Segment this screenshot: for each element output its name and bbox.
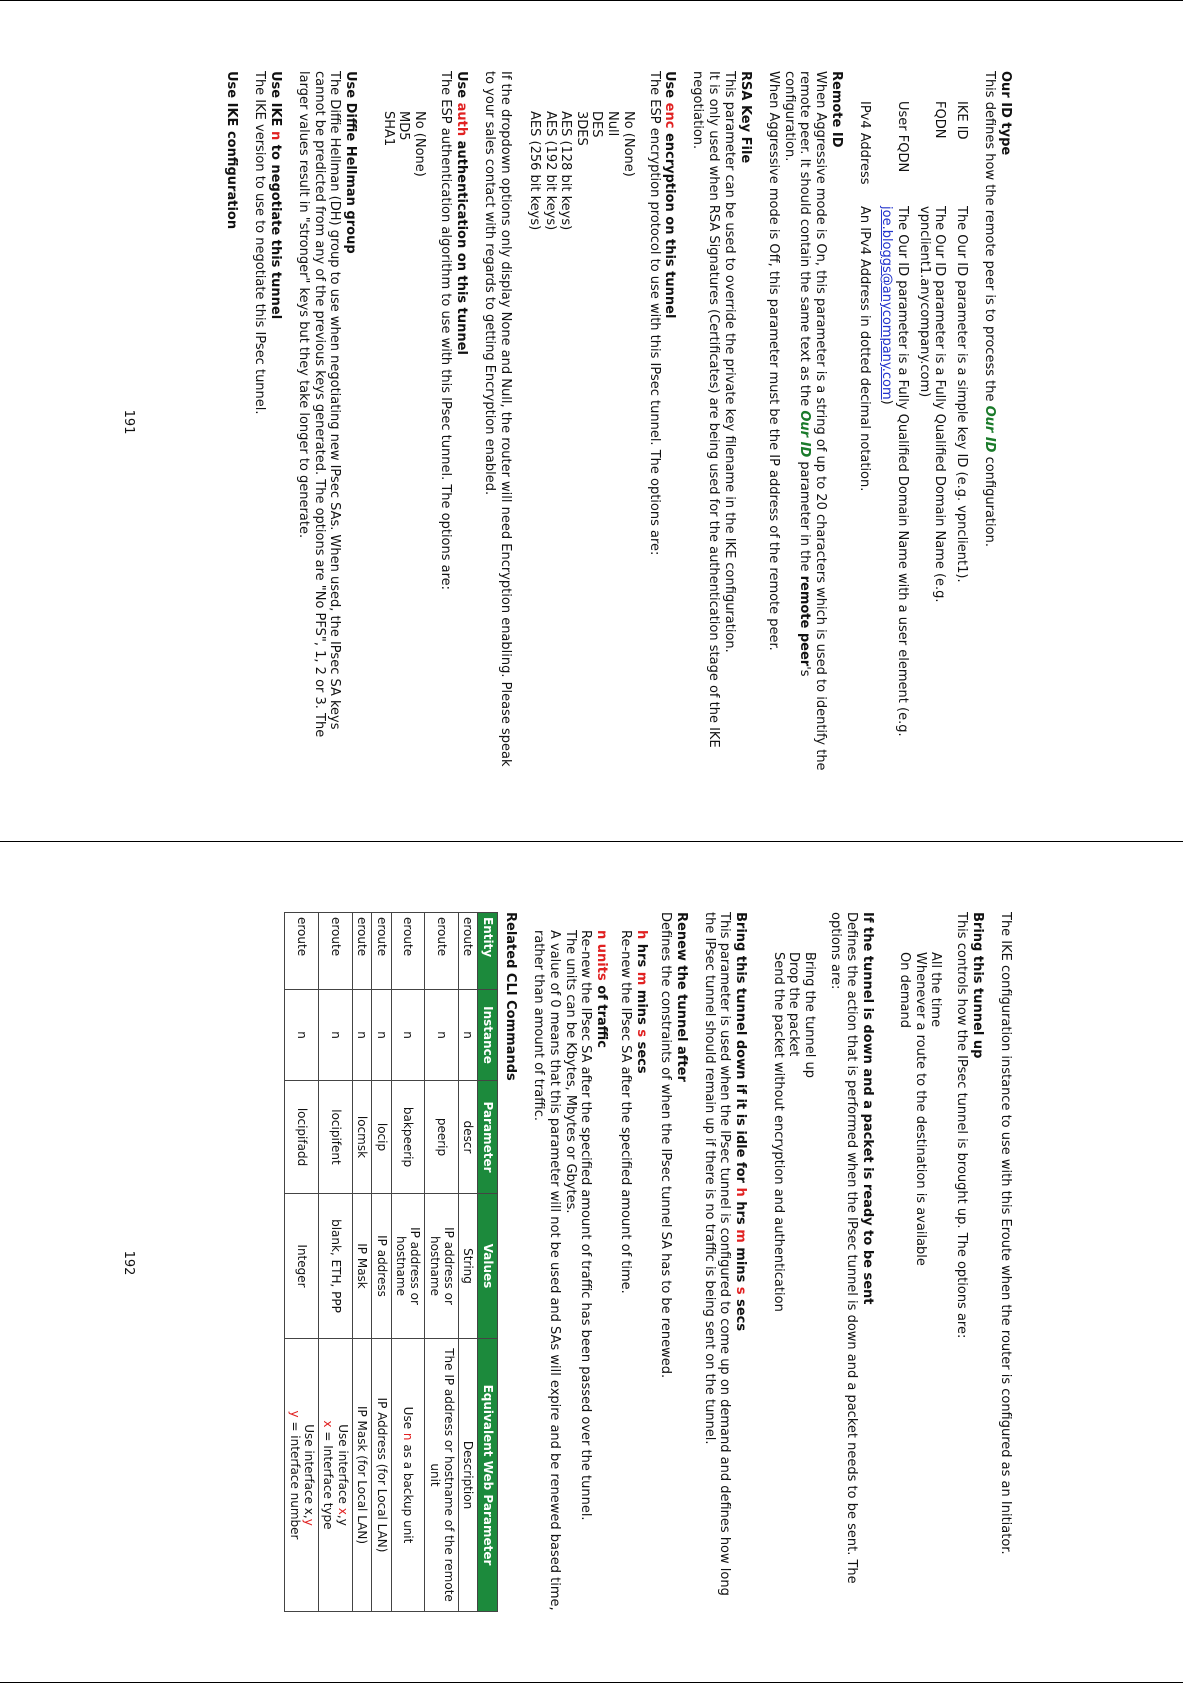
list-item: [953, 101, 969, 771]
renew-n-variable: n: [594, 930, 610, 940]
renew-traffic-text: of traffic: [594, 980, 610, 1048]
table-row: [425, 913, 459, 1612]
cell-values: IP address or hostname: [391, 1194, 425, 1339]
cell-values: IP address or hostname: [425, 1194, 459, 1339]
renew-h-variable: h: [633, 930, 649, 940]
idle-hrs: hrs: [733, 1196, 749, 1230]
web-variable: y: [287, 1410, 302, 1418]
web-text-tail: = interface number: [287, 1417, 302, 1540]
our-id-intro-tail: configuration.: [982, 452, 998, 547]
enc-variable: enc: [662, 102, 678, 129]
cell-parameter: peerip: [425, 1081, 459, 1194]
renew-units-paragraph: The units can be Kbytes, Mbytes or Gbytes.: [562, 930, 578, 1214]
table-row: [285, 913, 319, 1612]
cell-web-parameter: [391, 1339, 425, 1612]
auth-options-list: [380, 111, 427, 771]
ike-n-variable: n: [267, 130, 283, 141]
ike-n-heading: [267, 71, 283, 771]
web-variable: x: [321, 1420, 336, 1428]
renew-traffic-paragraph: Re-new the IPsec SA after the specified amount of traffic has been passed over the tunnel.: [578, 930, 594, 1521]
web-variable: n: [401, 1432, 416, 1441]
cell-instance: n: [318, 990, 352, 1081]
email-link[interactable]: joe.bloggs@anycompany.com: [878, 206, 894, 400]
enc-note: If the dropdown options only display None and Null, the router will need Encryption enabling. Please speak to your sales contact with regards to getting Encryption enabled.: [481, 71, 513, 767]
enc-heading-text: Use: [662, 71, 678, 103]
def-fqdn: The Our ID parameter is a Fully Qualified Domain Name (e.g. vpnclient1.anycompany.com): [916, 206, 948, 603]
cell-entity: eroute: [391, 913, 425, 990]
list-item: AES (192 bit keys): [542, 111, 558, 231]
def-user-fqdn-tail: ): [878, 399, 894, 405]
table-row: [372, 913, 391, 1612]
list-item: MD5: [396, 111, 412, 141]
remote-id-text-mid: parameter in the: [797, 457, 813, 576]
renew-zero-paragraph: A value of 0 means that this parameter will not be used and SAs will expire and be renewed based time, rather than amount of traffic.: [530, 930, 562, 1611]
def-ipv4-address: An IPv4 Address in dotted decimal notation.: [856, 206, 872, 492]
ike-configuration-paragraph: The IKE configuration instance to use with this Eroute when the router is configured as an Initiator.: [998, 912, 1013, 1555]
auth-heading-text: Use: [453, 71, 469, 103]
web-line-2: [287, 1343, 301, 1607]
def-user-fqdn-text: The Our ID parameter is a Fully Qualified Domain Name with a user element (e.g.: [894, 206, 910, 737]
page-number: 191: [121, 409, 136, 435]
cell-instance: n: [285, 990, 319, 1081]
dh-heading: Use Diffie Hellman group: [343, 71, 359, 254]
list-item: [916, 101, 948, 771]
page-191: [0, 1, 1183, 842]
rsa-key-file-paragraph-2: It is only used when RSA Signatures (Certificates) are being used for the authentication stage of the IKE negotiation.: [690, 71, 722, 748]
remote-id-paragraph-2: When Aggressive mode is Off, this parameter must be the IP address of the remote peer.: [765, 71, 781, 651]
cell-entity: eroute: [372, 913, 391, 990]
cli-commands-table: [284, 912, 498, 1612]
renew-traffic-block: [530, 930, 609, 1612]
list-item: Bring the tunnel up: [802, 952, 818, 1079]
col-entity: Entity: [478, 913, 498, 990]
web-text: Use: [401, 1406, 416, 1433]
cell-parameter: bakpeerip: [391, 1081, 425, 1194]
term-ipv4-address: IPv4 Address: [856, 101, 872, 185]
auth-intro: The ESP authentication algorithm to use with this IPsec tunnel. The options are:: [437, 71, 453, 591]
ike-n-heading-text: Use IKE: [267, 71, 283, 131]
enc-intro: The ESP encryption protocol to use with this IPsec tunnel. The options are:: [646, 71, 662, 556]
list-item: AES (256 bit keys): [527, 111, 543, 231]
page-number: 192: [121, 1250, 136, 1276]
renew-time-heading: [633, 930, 649, 1612]
idle-mins: mins: [733, 1242, 749, 1287]
cell-instance: n: [425, 990, 459, 1081]
cell-entity: eroute: [318, 913, 352, 990]
renew-m-variable: m: [633, 971, 649, 986]
term-ike-id: IKE ID: [954, 101, 970, 140]
cell-values: IP address: [372, 1194, 391, 1339]
dh-paragraph: The Diffie Hellman (DH) group to use when negotiating new IPsec SAs. When used, the IPsec SA keys cannot be predicted from any of the previous keys generated. The options are "No PFS", 1, 2 or 3. The larger values result in "stronger" keys but they take longer to generate.: [295, 71, 343, 738]
web-variable: y: [301, 1518, 316, 1526]
page-192-sheet: [0, 841, 1183, 1683]
page-192: [0, 842, 1183, 1683]
related-cli-heading: Related CLI Commands: [502, 912, 518, 1081]
renew-time-block: [617, 930, 649, 1612]
idle-h-variable: h: [733, 1187, 749, 1197]
idle-s-variable: s: [733, 1286, 749, 1295]
bring-tunnel-up-options: [897, 952, 944, 1612]
renew-secs: secs: [633, 1037, 649, 1074]
remote-peer-bold: remote peer: [797, 575, 813, 667]
web-line-1: [302, 1343, 316, 1607]
list-item: AES (128 bit keys): [558, 111, 574, 231]
cell-entity: eroute: [352, 913, 371, 990]
def-user-fqdn: [878, 206, 910, 771]
remote-id-paragraph: [781, 71, 829, 771]
list-item: [878, 101, 910, 771]
cell-entity: eroute: [285, 913, 319, 990]
renew-intro: Defines the constraints of when the IPsec tunnel SA has to be renewed.: [657, 912, 673, 1379]
our-id-type-list: [856, 101, 969, 771]
ike-configuration-heading: Use IKE configuration: [224, 71, 240, 230]
web-text-tail: = Interface type: [321, 1427, 336, 1530]
cell-instance: n: [352, 990, 371, 1081]
list-item: SHA1: [380, 111, 396, 147]
list-item: All the time: [928, 952, 944, 1028]
idle-secs: secs: [733, 1294, 749, 1332]
enc-options-list: [527, 111, 636, 771]
enc-heading: [662, 71, 678, 771]
bring-tunnel-up-intro: This controls how the IPsec tunnel is brought up. The options are:: [954, 912, 970, 1339]
web-variable: x: [335, 1507, 350, 1515]
rsa-key-file-paragraph: This parameter can be used to override the private key filename in the IKE configuration.: [721, 71, 737, 653]
cell-web-parameter: IP Address (for Local LAN): [372, 1339, 391, 1612]
web-text-tail: ,y: [335, 1514, 350, 1526]
list-item: No (None): [412, 111, 428, 177]
idle-m-variable: m: [733, 1229, 749, 1243]
def-ike-id: The Our ID parameter is a simple key ID (e.g. vpnclient1).: [954, 206, 970, 583]
term-user-fqdn: User FQDN: [894, 101, 910, 173]
cell-web-parameter: [318, 1339, 352, 1612]
cell-values: String: [459, 1194, 478, 1339]
col-instance: Instance: [478, 990, 498, 1081]
cell-parameter: locipifent: [318, 1081, 352, 1194]
list-item: Whenever a route to the destination is available: [912, 952, 928, 1266]
table-row: [391, 913, 425, 1612]
cell-parameter: locmsk: [352, 1081, 371, 1194]
web-line-2: [321, 1343, 335, 1607]
auth-variable: auth: [453, 102, 469, 137]
list-item: 3DES: [573, 111, 589, 146]
idle-paragraph: This parameter is used when the IPsec tunnel is configured to come up on demand and defines how long the IPsec tunnel should remain up if there is no traffic is being sent on the tunnel.: [701, 912, 733, 1596]
cell-web-parameter: IP Mask (for Local LAN): [352, 1339, 371, 1612]
ike-n-heading-tail: to negotiate this tunnel: [267, 140, 283, 320]
web-text-tail: as a backup unit: [401, 1440, 416, 1544]
rsa-key-file-heading: RSA Key File: [737, 71, 753, 164]
renew-s-variable: s: [633, 1029, 649, 1038]
auth-heading-tail: authentication on this tunnel: [453, 136, 469, 355]
list-item: Send the packet without encryption and authentication: [770, 952, 786, 1312]
list-item: Null: [605, 111, 621, 137]
cell-instance: n: [459, 990, 478, 1081]
idle-heading: [732, 912, 748, 1612]
cell-instance: n: [391, 990, 425, 1081]
web-text: Use interface x,: [301, 1424, 316, 1519]
auth-heading: [453, 71, 469, 771]
table-header-row: [478, 913, 498, 1612]
table-row: [318, 913, 352, 1612]
remote-id-text-tail: 's configuration.: [781, 71, 813, 677]
our-id-type-heading: Our ID type: [998, 71, 1013, 156]
list-item: [856, 101, 872, 771]
web-text: Use interface: [335, 1424, 350, 1508]
cell-values: Integer: [285, 1194, 319, 1339]
our-id-intro-text: This defines how the remote peer is to process the: [982, 71, 998, 406]
list-item: Drop the packet: [786, 952, 802, 1057]
col-parameter: Parameter: [478, 1081, 498, 1194]
renew-traffic-heading: [593, 930, 609, 1612]
renew-mins: mins: [633, 985, 649, 1030]
tunnel-down-heading: If the tunnel is down and a packet is ready to be sent: [859, 912, 875, 1305]
renew-heading: Renew the tunnel after: [673, 912, 689, 1082]
renew-units-variable: units: [594, 939, 610, 981]
cell-web-parameter: The IP address or hostname of the remote unit: [425, 1339, 459, 1612]
list-item: On demand: [897, 952, 913, 1028]
cell-web-parameter: [285, 1339, 319, 1612]
remote-id-text: When Aggressive mode is On, this parameter is a string of up to 20 characters which is used to identify the remote peer. It should contain the same text as the: [797, 71, 829, 771]
tunnel-down-options: [770, 952, 817, 1612]
ike-n-paragraph: The IKE version to use to negotiate this IPsec tunnel.: [252, 71, 267, 415]
list-item: DES: [589, 111, 605, 138]
our-id-type-intro: [981, 71, 997, 771]
list-item: No (None): [620, 111, 636, 177]
renew-time-paragraph: Re-new the IPsec SA after the specified amount of time.: [618, 930, 634, 1294]
page-192-content: [284, 912, 1013, 1612]
web-line-1: [335, 1343, 349, 1607]
cell-entity: eroute: [459, 913, 478, 990]
renew-hrs: hrs: [633, 939, 649, 972]
cell-values: IP Mask: [352, 1194, 371, 1339]
our-id-emphasis: Our ID: [982, 405, 998, 453]
cell-parameter: locipifadd: [285, 1081, 319, 1194]
table-row: [352, 913, 371, 1612]
cell-entity: eroute: [425, 913, 459, 990]
col-values: Values: [478, 1194, 498, 1339]
tunnel-down-intro: Defines the action that is performed when the IPsec tunnel is down and a packet needs to be sent. The options are:: [827, 912, 859, 1584]
remote-id-our-id-emphasis: Our ID: [797, 410, 813, 458]
bring-tunnel-up-heading: Bring this tunnel up: [970, 912, 986, 1059]
table-row: [459, 913, 478, 1612]
term-fqdn: FQDN: [932, 101, 948, 139]
page-191-content: [223, 71, 1013, 771]
cell-web-parameter: Description: [459, 1339, 478, 1612]
col-web-parameter: Equivalent Web Parameter: [478, 1339, 498, 1612]
cell-values: blank, ETH, PPP: [318, 1194, 352, 1339]
cell-parameter: descr: [459, 1081, 478, 1194]
enc-heading-tail: encryption on this tunnel: [662, 128, 678, 319]
idle-heading-text: Bring this tunnel down if it is idle for: [733, 912, 749, 1188]
cell-instance: n: [372, 990, 391, 1081]
cell-parameter: locip: [372, 1081, 391, 1194]
remote-id-heading: Remote ID: [829, 71, 845, 148]
